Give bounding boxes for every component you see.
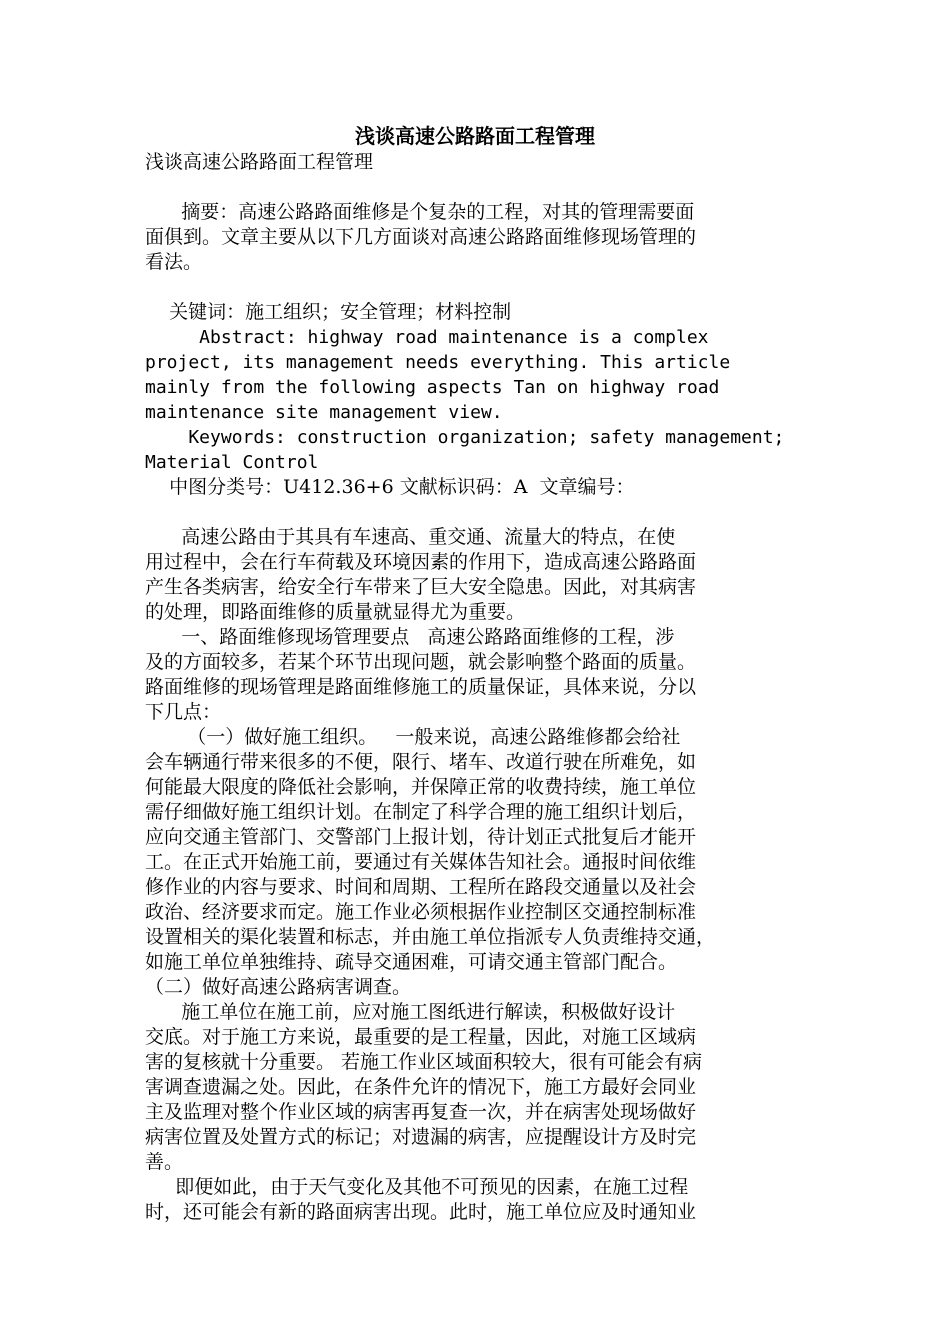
body-line: 路面维修的现场管理是路面维修施工的质量保证，具体来说，分以: [145, 676, 697, 698]
body-line: 主及监理对整个作业区域的病害再复查一次，并在病害处现场做好: [145, 1101, 697, 1123]
body-line: 修作业的内容与要求、时间和周期、工程所在路段交通量以及社会: [145, 876, 697, 898]
body-line: 善。: [145, 1151, 184, 1173]
document-title: 浅谈高速公路路面工程管理: [355, 124, 595, 148]
body-line: 应向交通主管部门、交警部门上报计划，待计划正式批复后才能开: [145, 826, 697, 848]
body-line: 政治、经济要求而定。施工作业必须根据作业控制区交通控制标准: [145, 901, 697, 923]
body-line: 何能最大限度的降低社会影响，并保障正常的收费持续，施工单位: [145, 776, 697, 798]
subtitle-line: 浅谈高速公路路面工程管理: [145, 151, 374, 173]
body-line: 时，还可能会有新的路面病害出现。此时，施工单位应及时通知业: [145, 1201, 697, 1223]
abstract-en-line: maintenance site management view.: [145, 402, 503, 423]
body-line: 设置相关的渠化装置和标志，并由施工单位指派专人负责维持交通，: [145, 926, 716, 948]
body-line: 会车辆通行带来很多的不便，限行、堵车、改道行驶在所难免，如: [145, 751, 697, 773]
keywords-en-line: Material Control: [145, 452, 319, 473]
body-line: 的处理，即路面维修的质量就显得尤为重要。: [145, 601, 526, 623]
classification-line: 中图分类号：U412.36+6 文献标识码：A 文章编号：: [145, 476, 635, 498]
keywords-en-line: Keywords: construction organization; safety management;: [145, 427, 785, 448]
body-line: 害的复核就十分重要。 若施工作业区域面积较大，很有可能会有病: [145, 1051, 703, 1073]
body-line: 病害位置及处置方式的标记；对遗漏的病害，应提醒设计方及时完: [145, 1126, 697, 1148]
keywords-zh-line: 关键词：施工组织；安全管理；材料控制: [145, 301, 512, 323]
abstract-en-line: project, its management needs everything. This article: [145, 352, 731, 373]
body-line: 需仔细做好施工组织计划。在制定了科学合理的施工组织计划后，: [145, 801, 697, 823]
abstract-zh-line: 摘要：高速公路路面维修是个复杂的工程，对其的管理需要面: [145, 201, 695, 223]
abstract-en-line: mainly from the following aspects Tan on highway road: [145, 377, 720, 398]
body-line: 害调查遗漏之处。因此，在条件允许的情况下，施工方最好会同业: [145, 1076, 697, 1098]
abstract-en-line: Abstract: highway road maintenance is a complex: [145, 327, 709, 348]
body-line: 下几点：: [145, 701, 222, 723]
body-line: 及的方面较多，若某个环节出现问题，就会影响整个路面的质量。: [145, 651, 697, 673]
body-line: 交底。对于施工方来说，最重要的是工程量，因此，对施工区域病: [145, 1026, 697, 1048]
abstract-zh-line: 看法。: [145, 251, 203, 273]
body-line: 产生各类病害，给安全行车带来了巨大安全隐患。因此，对其病害: [145, 576, 697, 598]
body-line: 如施工单位单独维持、疏导交通困难，可请交通主管部门配合。: [145, 951, 678, 973]
body-line: 用过程中，会在行车荷载及环境因素的作用下，造成高速公路路面: [145, 551, 697, 573]
section-heading: （二）做好高速公路病害调查。: [145, 976, 412, 998]
body-line: 高速公路由于其具有车速高、重交通、流量大的特点，在使: [145, 526, 676, 548]
body-line: 工。在正式开始施工前，要通过有关媒体告知社会。通报时间依维: [145, 851, 697, 873]
body-line: 施工单位在施工前，应对施工图纸进行解读，积极做好设计: [145, 1001, 676, 1023]
body-line: （一）做好施工组织。 一般来说，高速公路维修都会给社: [145, 726, 681, 748]
body-line: 即便如此，由于天气变化及其他不可预见的因素，在施工过程: [145, 1176, 689, 1198]
abstract-zh-line: 面俱到。文章主要从以下几方面谈对高速公路路面维修现场管理的: [145, 226, 697, 248]
body-line: 一、路面维修现场管理要点 高速公路路面维修的工程，涉: [145, 626, 675, 648]
